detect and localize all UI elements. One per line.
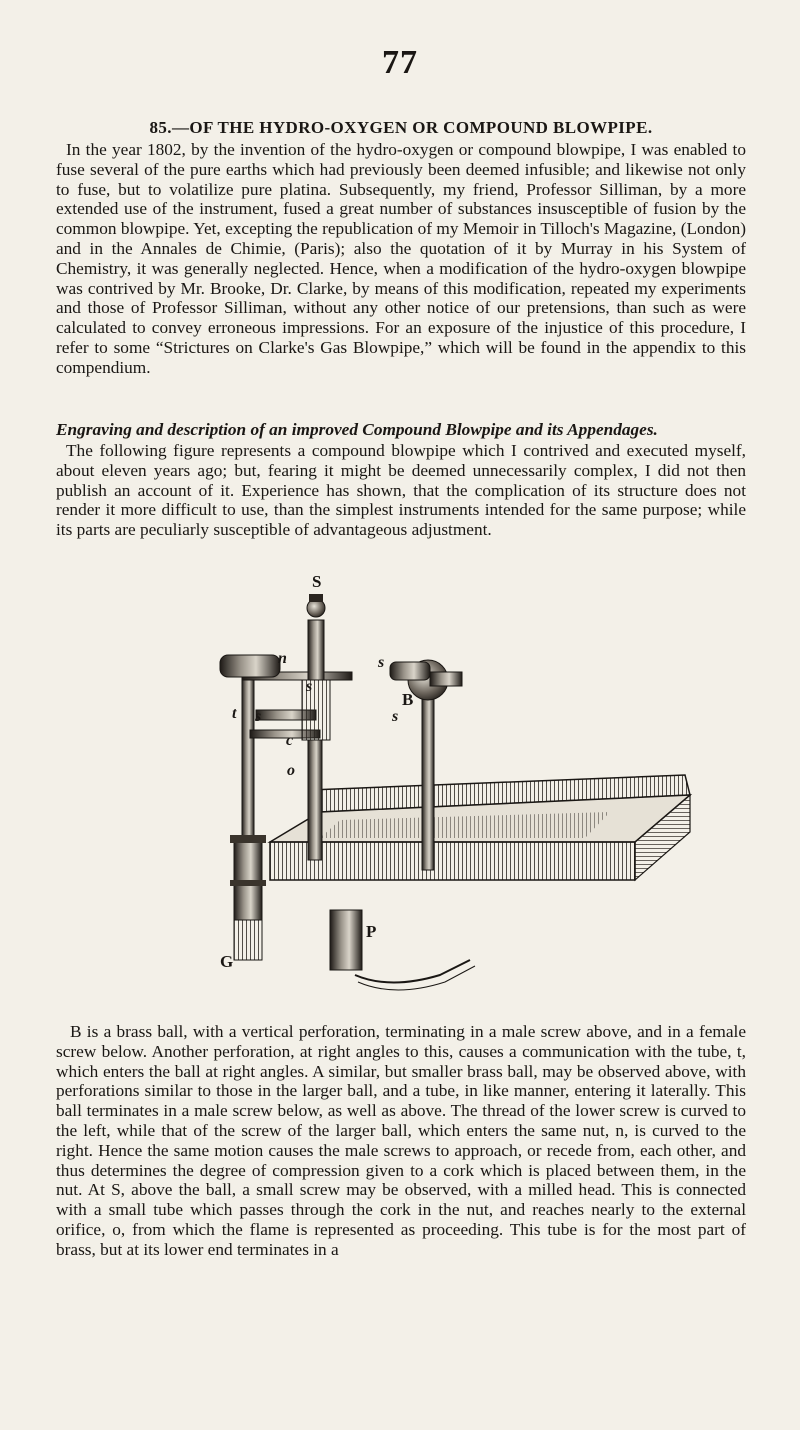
label-c: c [286,732,294,749]
section-heading: 85.—OF THE HYDRO-OXYGEN OR COMPOUND BLOWPIPE. [149,118,653,137]
blowpipe-illustration [190,580,710,1020]
paragraph-intro: In the year 1802, by the invention of the hydro-oxygen or compound blowpipe, I was enabled to fuse several of the pure earths which had previously been deemed infusible; and likewise not only to fuse, but to volatilize pure platina. Subsequently, my friend, Professor Silliman, by a more extended use of the instrument, fused a great number of substances insusceptible of fusion by the common blowpipe. Yet, excepting the republication of my Memoir in Tilloch's Magazine, (London) and in the Annales de Chimie, (Paris); also the quotation of it by Murray in his System of Chemistry, it was generally neglected. Hence, when a modification of the hydro-oxygen blowpipe was contrived by Mr. Brooke, Dr. Clarke, by means of this modification, repeated my experiments and those of Professor Silliman, without any other notice of our pretensions, than such as were calculated to convey erroneous impressions. For an exposure of the injustice of this procedure, I refer to some “Strictures on Clarke's Gas Blowpipe,” which will be found in the appendix to this compendium. [56,140,746,377]
page-number: 77 [382,44,418,81]
paragraph-description: B is a brass ball, with a vertical perforation, terminating in a male screw above, and in a female screw below. Another perforation, at right angles to this, causes a communication with the tube, t, which enters the ball at right angles. A similar, but smaller brass ball, may be observed above, with perforations similar to those in the larger ball, and a tube, in like manner, entering it laterally. This ball terminates in a male screw below, as well as above. The thread of the lower screw is curved to the left, while that of the screw of the larger ball, which enters the same nut, n, is curved to the right. Hence the same motion causes the male screws to approach, or recede from, each other, and thus determines the degree of compression given to a cork which is placed between them, in the nut. At S, above the ball, a small screw may be observed, with a milled head. This is connected with a small tube which passes through the cork in the nut, and reaches nearly to the external orifice, o, from which the flame is represented as proceeding. This tube is for the most part of brass, but at its lower end terminates in a [56,1022,746,1259]
label-t: t [232,705,237,722]
label-s-mid: s [255,708,262,725]
label-n: n [278,650,287,667]
label-o: o [287,762,295,779]
blowpipe-engraving [190,572,710,1020]
paragraph-figure-intro: The following figure represents a compound blowpipe which I contrived and executed myself, about eleven years ago; but, fearing it might be deemed unnecessarily complex, I did not then publish an account of it. Experience has shown, that the complication of its structure does not render it more difficult to use, than the simplest instruments intended for the same purpose; while its parts are peculiarly susceptible of advantageous adjustment. [56,441,746,540]
label-B: B [402,690,414,709]
label-s-left: s [306,678,313,695]
label-S: S [312,572,322,591]
engraving-subheading: Engraving and description of an improved Compound Blowpipe and its Appendages. [56,420,658,439]
label-G: G [220,952,234,971]
label-s-right: s [378,654,385,671]
label-P: P [366,922,377,941]
label-s-lower: s [392,708,399,725]
